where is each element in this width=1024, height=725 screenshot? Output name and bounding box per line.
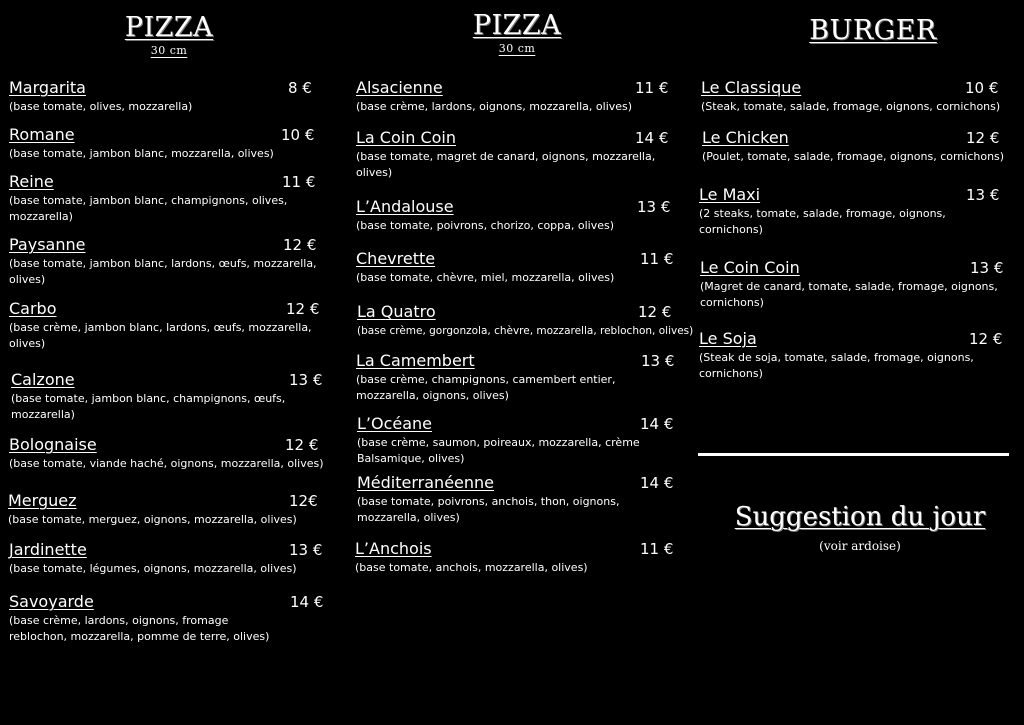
item-description: (base tomate, viande haché, oignons, mozzarella, olives) <box>9 457 324 470</box>
item-name: Margarita <box>9 78 86 97</box>
burger-title: BURGER <box>809 15 937 46</box>
item-name: L’Anchois <box>355 539 432 558</box>
item-price: 14 € <box>640 415 674 433</box>
item-description: (base tomate, poivrons, chorizo, coppa, olives) <box>356 219 615 232</box>
item-name: Reine <box>9 172 54 191</box>
pizza-size-2: 30 cm <box>498 42 536 55</box>
item-description: (base crème, champignons, camembert entier, mozzarella, oignons, olives) <box>356 373 616 402</box>
item-description: (base tomate, merguez, oignons, mozzarella, olives) <box>8 513 297 526</box>
item-description: (Magret de canard, tomate, salade, fromage, oignons, cornichons) <box>700 280 998 309</box>
item-name: Paysanne <box>9 235 86 254</box>
item-price: 13 € <box>289 541 323 559</box>
item-price: 11 € <box>635 79 669 97</box>
item-name: Romane <box>9 125 75 144</box>
item-price: 14 € <box>290 593 324 611</box>
item-price: 11 € <box>640 250 674 268</box>
item-description: (base crème, gorgonzola, chèvre, mozzarella, reblochon, olives) <box>357 325 694 337</box>
item-description: (base crème, saumon, poireaux, mozzarella, crème Balsamique, olives) <box>357 436 640 465</box>
item-description: (Steak, tomate, salade, fromage, oignons, cornichons) <box>701 100 1001 113</box>
item-name: Le Classique <box>701 78 802 97</box>
item-price: 13 € <box>641 352 675 370</box>
item-price: 14 € <box>635 129 669 147</box>
item-description: (base tomate, jambon blanc, mozzarella, olives) <box>9 147 274 160</box>
item-name: Chevrette <box>356 249 436 268</box>
item-name: L’Andalouse <box>356 197 454 216</box>
item-name: La Quatro <box>357 302 436 321</box>
item-name: Le Maxi <box>699 185 761 204</box>
item-name: Le Soja <box>699 329 757 348</box>
suggestion-note: (voir ardoise) <box>819 539 901 553</box>
item-price: 10 € <box>965 79 999 97</box>
item-price: 10 € <box>281 126 315 144</box>
item-price: 11 € <box>282 173 316 191</box>
pizza-title-1: PIZZA <box>124 12 214 43</box>
item-description: (2 steaks, tomate, salade, fromage, oignons, cornichons) <box>699 207 946 236</box>
item-name: Jardinette <box>9 540 87 559</box>
item-description: (base tomate, olives, mozzarella) <box>9 100 193 113</box>
item-name: La Camembert <box>356 351 475 370</box>
item-price: 12€ <box>289 492 318 510</box>
item-price: 12 € <box>285 436 319 454</box>
item-name: La Coin Coin <box>356 128 456 147</box>
item-name: Méditerranéenne <box>357 473 494 492</box>
item-name: Carbo <box>9 299 57 318</box>
item-description: (base tomate, magret de canard, oignons, mozzarella, olives) <box>356 150 656 179</box>
item-description: (base tomate, jambon blanc, champignons, œufs, mozzarella) <box>11 392 286 421</box>
pizza-title-2: PIZZA <box>472 10 562 41</box>
item-description: (base tomate, jambon blanc, lardons, œufs, mozzarella, olives) <box>9 257 317 286</box>
item-price: 12 € <box>286 300 320 318</box>
item-name: Calzone <box>11 370 75 389</box>
item-name: Savoyarde <box>9 592 94 611</box>
item-name: Le Chicken <box>702 128 789 147</box>
burger-heading <box>800 15 946 46</box>
item-price: 11 € <box>640 540 674 558</box>
item-description: (base tomate, chèvre, miel, mozzarella, olives) <box>356 271 615 284</box>
item-name: Alsacienne <box>356 78 443 97</box>
item-price: 13 € <box>966 186 1000 204</box>
item-price: 8 € <box>288 79 312 97</box>
item-description: (base crème, lardons, oignons, fromage reblochon, mozzarella, pomme de terre, olives) <box>9 614 270 643</box>
item-name: Bolognaise <box>9 435 97 454</box>
suggestion-title: Suggestion du jour <box>734 502 986 532</box>
item-price: 12 € <box>969 330 1003 348</box>
item-price: 13 € <box>970 259 1004 277</box>
item-price: 13 € <box>637 198 671 216</box>
pizza-heading-2 <box>457 10 577 55</box>
section-divider <box>698 453 1009 456</box>
item-description: (base crème, lardons, oignons, mozzarella, olives) <box>356 100 633 113</box>
item-price: 14 € <box>640 474 674 492</box>
item-price: 12 € <box>638 303 672 321</box>
item-name: L’Océane <box>357 414 433 433</box>
item-description: (base crème, jambon blanc, lardons, œufs, mozzarella, olives) <box>9 321 312 350</box>
item-description: (base tomate, jambon blanc, champignons, olives, mozzarella) <box>9 194 288 223</box>
pizza-heading-1 <box>109 12 229 57</box>
pizza-size-1: 30 cm <box>150 44 188 57</box>
item-price: 12 € <box>283 236 317 254</box>
item-name: Merguez <box>8 491 77 510</box>
item-description: (base tomate, légumes, oignons, mozzarella, olives) <box>9 562 297 575</box>
item-description: (base tomate, anchois, mozzarella, olives) <box>355 561 588 574</box>
item-description: (Steak de soja, tomate, salade, fromage, oignons, cornichons) <box>699 351 974 380</box>
item-description: (base tomate, poivrons, anchois, thon, oignons, mozzarella, olives) <box>357 495 620 524</box>
item-name: Le Coin Coin <box>700 258 800 277</box>
item-price: 12 € <box>966 129 1000 147</box>
item-description: (Poulet, tomate, salade, fromage, oignons, cornichons) <box>702 150 1005 163</box>
item-price: 13 € <box>289 371 323 389</box>
